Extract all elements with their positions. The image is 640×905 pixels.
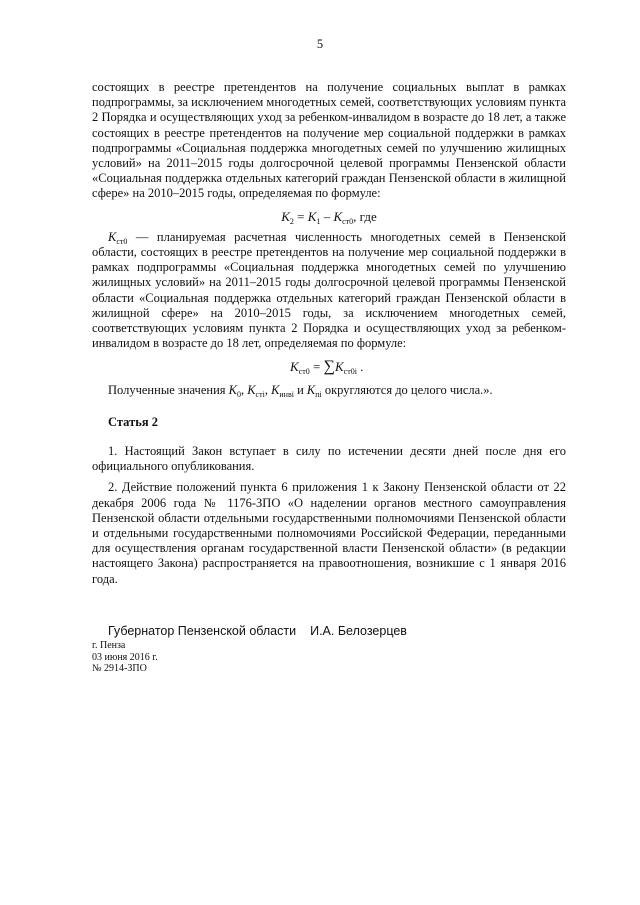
formula2-eq: =	[309, 359, 324, 375]
para2-text: — планируемая расчетная численность многодетных семей в Пензенской области, состоящих в реестре претендентов на получение мер социальной поддержки в рамках подпрограммы «Социальная поддержка многодетных семей по улучшению жилищных условий» на 2011–2015 годы долгосрочной целевой программы Пензенской области «Социальная поддержка отдельных категорий граждан Пензенской области в жилищной сфере» на 2010–2015 годы, за исключением многодетных семей, соответствующих условиям пункта 2 Порядка и осуществляющих уход за ребенком-инвалидом в возрасте до 18 лет, определяемая по формуле:	[92, 229, 566, 351]
para3-k0: К	[228, 382, 237, 397]
para3-k0-sub: 0	[236, 389, 241, 399]
paragraph-1: состоящих в реестре претендентов на получение социальных выплат в рамках подпрограммы, за исключением многодетных семей, соответствующих условиям пункта 2 Порядка и осуществляющих уход за ребенком-инвалидом в возрасте до 18 лет, а также состоящих в реестре претендентов на получение мер социальной поддержки в рамках подпрограммы «Социальная поддержка многодетных семей по улучшению жилищных условий» на 2011–2015 годы долгосрочной целевой программы Пензенской области «Социальная поддержка отдельных категорий граждан Пензенской области в жилищной сфере» на 2010–2015 годы, определяемая по формуле:	[92, 80, 566, 201]
para2-symbol: K	[108, 229, 117, 244]
formula-k2-sub: 2	[289, 216, 294, 226]
formula2-rhs-sub: ст0i	[343, 367, 357, 377]
para3-kpi: К	[306, 382, 316, 397]
para2-symbol-sub: ст0	[116, 236, 128, 246]
paragraph-3	[92, 383, 566, 398]
formula2-rhs: K	[334, 359, 344, 375]
signature-title: Губернатор Пензенской области	[108, 624, 297, 638]
page-number: 5	[316, 37, 324, 51]
article-item-1: 1. Настоящий Закон вступает в силу по истечении десяти дней после дня его официального опубликования.	[92, 444, 566, 474]
formula-kst-symbol: K	[333, 208, 343, 224]
signature-block	[108, 624, 407, 638]
formula-eq: =	[293, 208, 308, 224]
formula2-lhs: K	[290, 359, 299, 375]
para3-prefix: Полученные значения	[108, 382, 229, 397]
para3-suffix: округляются до целого числа.».	[321, 382, 493, 397]
formula-k2	[92, 209, 566, 224]
meta-number: № 2914-ЗПО	[92, 663, 147, 674]
para3-sep2: ,	[264, 382, 272, 397]
document-body	[92, 80, 566, 587]
para3-kst: К	[247, 382, 256, 397]
para3-kinv: К	[271, 382, 280, 397]
paragraph-2	[92, 230, 566, 352]
formula-sum	[290, 358, 566, 377]
formula-suffix: , где	[353, 208, 377, 224]
para3-kpi-sub: пi	[315, 389, 322, 399]
para3-kst-sub: стi	[255, 389, 265, 399]
article-title: Статья 2	[108, 414, 158, 429]
formula-k2-symbol: K	[281, 208, 290, 224]
formula2-suffix: .	[356, 359, 364, 375]
formula-kst-sub: ст0	[342, 216, 354, 226]
signature-name: И.А. Белозерцев	[310, 624, 407, 638]
formula-k1-symbol: K	[307, 208, 317, 224]
para3-and: и	[293, 382, 307, 397]
formula-minus: –	[320, 208, 334, 224]
para3-sep1: ,	[240, 382, 248, 397]
document-meta	[92, 640, 158, 675]
formula-k1-sub: 1	[316, 216, 321, 226]
meta-date: 03 июня 2016 г.	[92, 651, 158, 663]
sum-symbol: ∑	[323, 358, 335, 376]
article-item-2: 2. Действие положений пункта 6 приложения 1 к Закону Пензенской области от 22 декабря 2006 года № 1176-ЗПО «О наделении органов местного самоуправления Пензенской области отдельными государственными полномочиями Пензенской области и отдельными государственными полномочиями Российской Федерации, переданными для осуществления органам государственной власти Пензенской области» (в редакции настоящего Закона) распространяется на правоотношения, возникшие с 1 января 2016 года.	[92, 480, 566, 586]
para3-kinv-sub: инвi	[279, 389, 294, 399]
meta-city: г. Пенза	[92, 640, 126, 651]
formula2-lhs-sub: ст0	[298, 367, 310, 377]
